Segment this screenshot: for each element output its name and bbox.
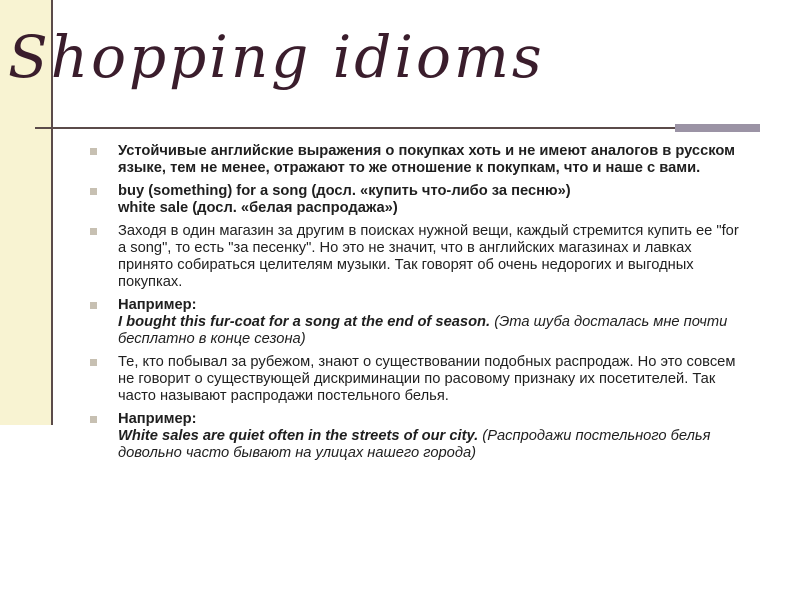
example-english: I bought this fur-coat for a song at the end of season. [118, 314, 491, 330]
example-sentence [118, 428, 750, 462]
example-english: White sales are quiet often in the streets of our city. [118, 428, 479, 444]
title-underline [35, 127, 675, 129]
idiom-buy-for-a-song: buy (something) for a song (досл. «купить что-либо за песню») [118, 183, 571, 199]
bullet-item [90, 143, 750, 177]
bullet-item [90, 354, 750, 405]
explanation-for-a-song: Заходя в один магазин за другим в поисках нужной вещи, каждый стремится купить ее "for a song", то есть "за песенку". Но это не значит, что в английских магазинах и лавках принято собираться целителям музыки. Так говорят об очень недорогих и выгодных покупках. [118, 223, 739, 290]
example-translation: (Эта шуба досталась мне почти бесплатно в конце сезона) [118, 314, 728, 347]
slide-content [90, 143, 750, 468]
bullet-item [90, 411, 750, 462]
title-underline-accent [675, 124, 760, 132]
explanation-white-sale: Те, кто побывал за рубежом, знают о существовании подобных распродаж. Но это совсем не говорит о существующей дискриминации по расовому признаку их посетителей. Так часто называют распродажи постельного белья. [118, 354, 736, 404]
bullet-square-icon [90, 416, 97, 423]
slide-title: Shopping idioms [8, 23, 545, 91]
example-label: Например: [118, 297, 197, 313]
bullet-square-icon [90, 359, 97, 366]
bullet-item [90, 297, 750, 348]
example-label: Например: [118, 411, 197, 427]
example-translation: (Распродажи постельного белья довольно часто бывают на улицах нашего города) [118, 428, 711, 461]
bullet-square-icon [90, 302, 97, 309]
bullet-item [90, 223, 750, 291]
idiom-white-sale: white sale (досл. «белая распродажа») [118, 200, 398, 216]
bullet-square-icon [90, 148, 97, 155]
example-sentence [118, 314, 750, 348]
intro-text: Устойчивые английские выражения о покупках хоть и не имеют аналогов в русском языке, тем не менее, отражают то же отношение к покупкам, что и наше с вами. [118, 143, 736, 176]
bullet-square-icon [90, 188, 97, 195]
bullet-item [90, 183, 750, 217]
bullet-square-icon [90, 228, 97, 235]
